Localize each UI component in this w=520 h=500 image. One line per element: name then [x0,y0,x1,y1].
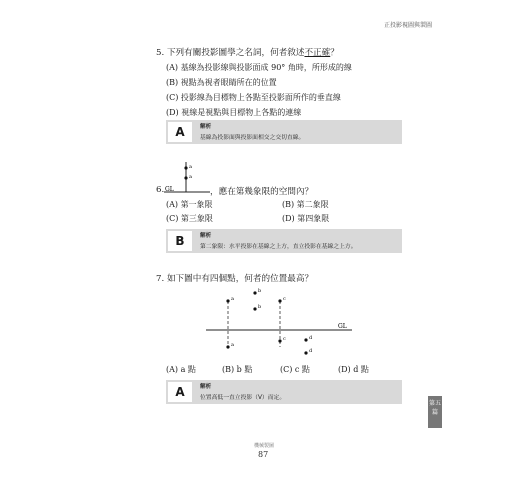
explanation-text: 基線為投影面與投影面相交之交切直線。 [200,135,305,141]
label-c-h: c [283,336,286,342]
q7-diagram [200,285,360,365]
stem-text: 如下圖中有四個點，何者的位置最高？ [166,274,314,284]
q6-number: 6. [156,185,165,195]
point-b-h [253,307,256,310]
q7-explanation-box [166,380,402,404]
label-d-h: d [309,348,313,354]
point-a-h [226,345,229,348]
q7-option-b: (B) b 點 [222,365,253,374]
stem-end: ？ [330,48,339,58]
question-number: 5. [156,48,165,58]
q7-option-c: (C) c 點 [280,365,310,374]
q6-explanation-box [166,229,402,253]
label-d-v: d [309,335,313,341]
point-a-lower [184,176,187,179]
q7-option-a: (A) a 點 [166,365,196,374]
answer-letter: A [168,382,192,402]
explanation-title: 解析 [200,384,212,390]
explanation-text: 位置高低一直立投影（V）而定。 [200,395,286,401]
q6-option-c: (C) 第三象限 [166,214,213,223]
q5-option-d: (D) 視線是視點與目標物上各點的連線 [166,108,302,117]
q5-option-a: (A) 基線為投影線與投影面成 90° 角時，所形成的線 [166,63,352,72]
footer-series: 機械製圖 [254,443,275,449]
stem-text: 下列有關投影圖學之名詞，何者敘述 [166,48,305,58]
q5-option-b: (B) 視點為視者眼睛所在的位置 [166,78,277,87]
answer-letter: A [168,122,192,142]
label-a-lower: a [189,174,192,180]
gl-label: GL [165,186,174,193]
explanation-title: 解析 [200,233,212,239]
running-header: 正投影視圖與製圖 [383,22,432,29]
page-number: 87 [258,450,269,459]
explanation-title: 解析 [200,124,212,130]
point-a-v [226,299,229,302]
point-b-v [253,291,256,294]
point-c-v [278,299,281,302]
point-d-v [304,338,307,341]
label-a-h: a [231,342,234,348]
label-c-v: c [283,296,286,302]
q5-option-c: (C) 投影線為目標物上各點至投影面所作的垂直線 [166,93,341,102]
question-5-stem [156,46,339,58]
label-a-upper: a [189,164,192,170]
q6-option-a: (A) 第一象限 [166,200,213,209]
q7-option-d: (D) d 點 [338,365,369,374]
point-a-upper [184,166,187,169]
explanation-text: 第二象限：水平投影在基線之上方，直立投影在基線之上方。 [200,244,357,250]
q6-option-d: (D) 第四象限 [282,214,330,223]
chapter-side-tab: 第五篇 [428,396,442,428]
label-a-v: a [231,296,234,302]
question-7-stem [156,272,313,284]
answer-letter: B [168,231,192,251]
q6-stem: ，應在第幾象限的空間內？ [210,187,314,197]
label-b-v: b [258,288,262,294]
label-b-h: b [258,304,262,310]
gl-label: GL [338,323,347,330]
stem-underlined: 不正確 [304,48,331,58]
point-c-h [278,339,281,342]
q5-explanation-box [166,120,402,144]
q6-option-b: (B) 第二象限 [282,200,329,209]
question-number: 7. [156,274,165,284]
point-d-h [304,351,307,354]
